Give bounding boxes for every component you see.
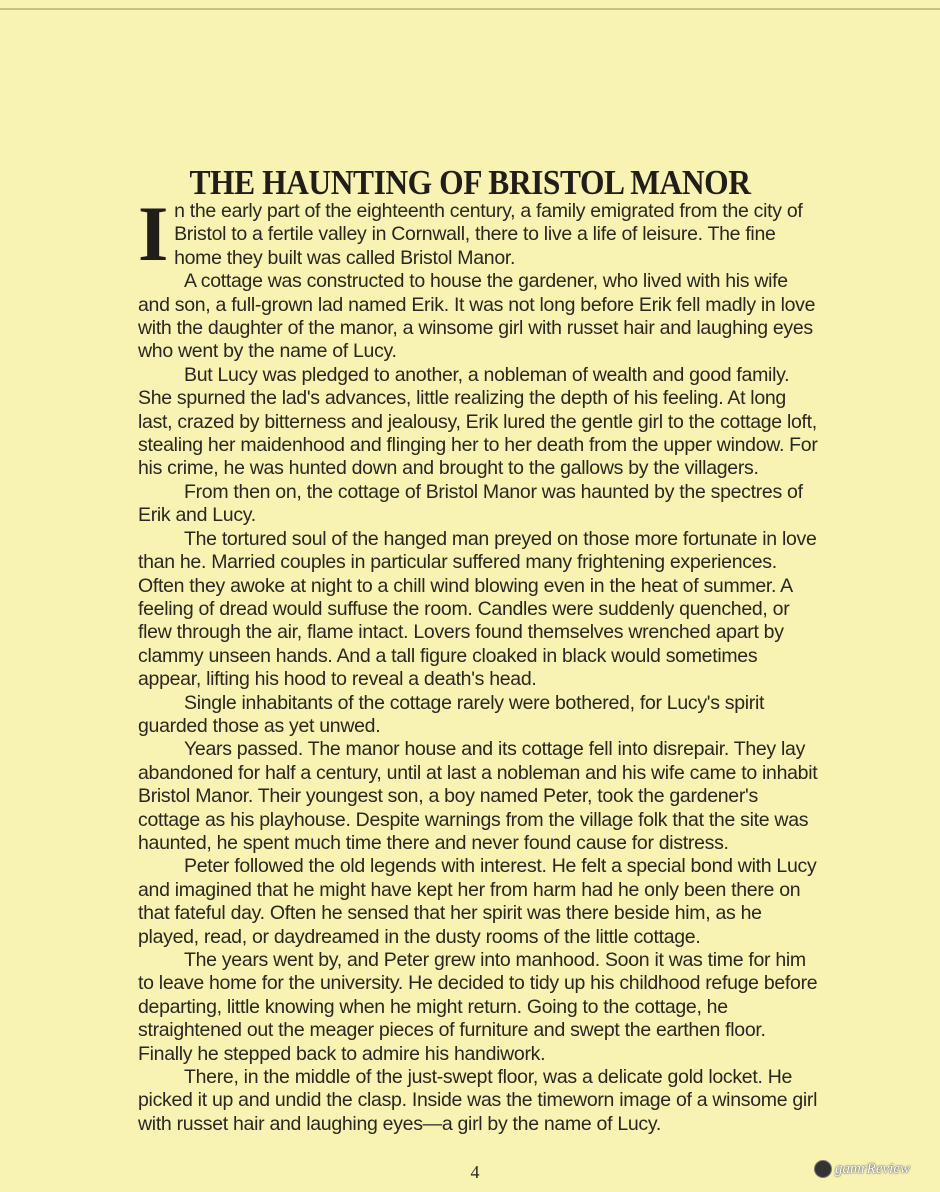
story-paragraph: From then on, the cottage of Bristol Manor was haunted by the spectres of Erik and Lucy. [138, 480, 803, 527]
watermark [814, 1160, 910, 1178]
story-paragraph-text: n the early part of the eighteenth century, a family emigrated from the city of Bristol to a fertile valley in Cornwall, there to live a life of leisure. The fine home they built was called Bristol Manor. [174, 200, 803, 269]
top-rule [0, 8, 940, 10]
story-paragraph: A cottage was constructed to house the gardener, who lived with his wife and son, a full-grown lad named Erik. It was not long before Erik fell madly in love with the daughter of the manor, a winsome girl with russet hair and laughing eyes who went by the name of Lucy. [138, 270, 816, 363]
story-paragraph: The years went by, and Peter grew into manhood. Soon it was time for him to leave home for the university. He decided to tidy up his childhood refuge before departing, little knowing when he might return. Going to the cottage, he straightened out the meager pieces of furniture and swept the earthen floor. Finally he stepped back to admire his handiwork. [138, 949, 818, 1065]
page-title: THE HAUNTING OF BRISTOL MANOR [189, 163, 751, 203]
story-body [138, 190, 818, 1136]
watermark-text: gamrReview [835, 1160, 910, 1177]
drop-cap: I [138, 190, 169, 277]
page-number: 4 [470, 1162, 480, 1182]
story-paragraph: Years passed. The manor house and its cottage fell into disrepair. They lay abandoned for half a century, until at last a nobleman and his wife came to inhabit Bristol Manor. Their youngest son, a boy named Peter, took the gardener's cottage as his playhouse. Despite warnings from the village folk that the site was haunted, he spent much time there and never found cause for distress. [138, 738, 818, 854]
story-paragraph: The tortured soul of the hanged man preyed on those more fortunate in love than he. Married couples in particular suffered many frightening experiences. Often they awoke at night to a chill wind blowing even in the heat of summer. A feeling of dread would suffuse the room. Candles were suddenly quenched, or flew through the air, flame intact. Lovers found themselves wrenched apart by clammy unseen hands. And a tall figure cloaked in black would sometimes appear, lifting his hood to reveal a death's head. [138, 527, 817, 691]
story-paragraph: There, in the middle of the just-swept floor, was a delicate gold locket. He picked it up and undid the clasp. Inside was the timeworn image of a winsome girl with russet hair and laughing eyes—a girl by the name of Lucy. [138, 1066, 818, 1135]
watermark-logo-icon [814, 1160, 832, 1178]
story-paragraph [138, 190, 818, 277]
story-paragraph: Peter followed the old legends with interest. He felt a special bond with Lucy and imagined that he might have kept her from harm had he only been there on that fateful day. Often he sensed that her spirit was there beside him, as he played, read, or daydreamed in the dusty rooms of the little cottage. [138, 855, 817, 948]
story-paragraph: But Lucy was pledged to another, a nobleman of wealth and good family. She spurned the lad's advances, little realizing the depth of his feeling. At long last, crazed by bitterness and jealousy, Erik lured the gentle girl to the cottage loft, stealing her maidenhood and flinging her to her death from the upper window. For his crime, he was hunted down and brought to the gallows by the villagers. [138, 363, 818, 480]
story-paragraph: Single inhabitants of the cottage rarely were bothered, for Lucy's spirit guarded those as yet unwed. [138, 691, 765, 737]
